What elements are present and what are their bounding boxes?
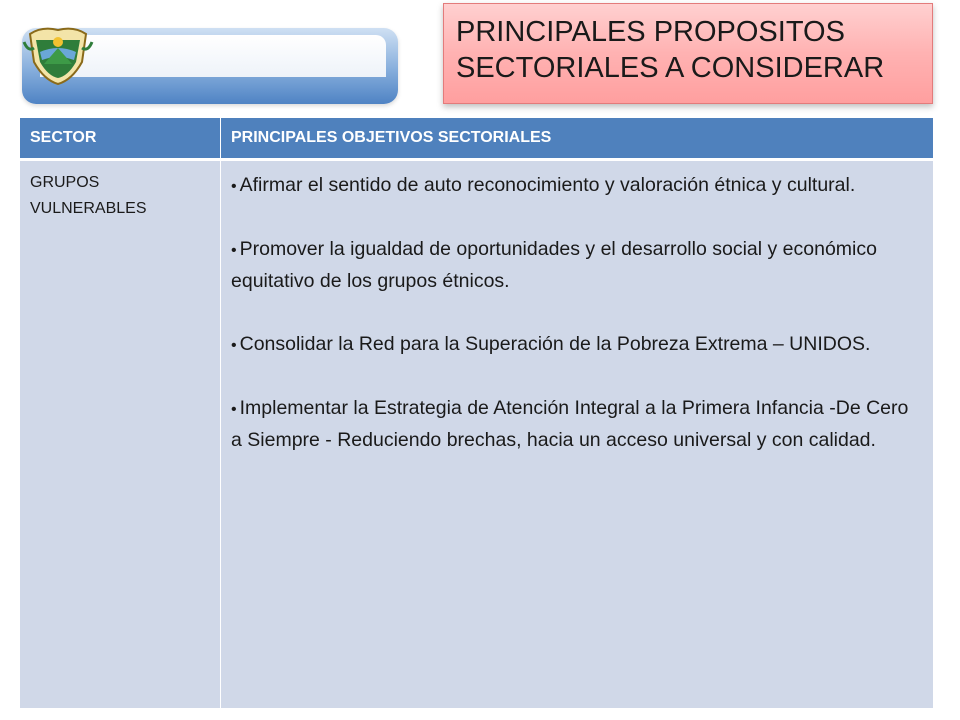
objective-item: [231, 170, 921, 202]
header-objectives: PRINCIPALES OBJETIVOS SECTORIALES: [221, 118, 933, 161]
objective-item: [231, 234, 921, 297]
objectives-cell: [221, 161, 933, 708]
objective-item: [231, 393, 921, 456]
bullet-icon: •: [231, 337, 237, 354]
objective-text: Implementar la Estrategia de Atención Integral a la Primera Infancia -De Cero a Siempre - Reduciendo brechas, hacia un acceso universal y con calidad.: [231, 397, 909, 451]
objective-text: Promover la igualdad de oportunidades y el desarrollo social y económico equitativo de los grupos étnicos.: [231, 238, 877, 292]
bullet-icon: •: [231, 242, 237, 259]
table-header-row: [20, 118, 933, 161]
objectives-list: [231, 170, 921, 456]
slide-title-line-1: PRINCIPALES PROPOSITOS: [456, 16, 845, 48]
objective-item: [231, 329, 921, 361]
objective-text: Afirmar el sentido de auto reconocimiento y valoración étnica y cultural.: [239, 174, 856, 196]
objective-text: Consolidar la Red para la Superación de la Pobreza Extrema – UNIDOS.: [239, 333, 871, 355]
coat-of-arms-logo: [22, 22, 94, 86]
slide-title-line-2: SECTORIALES A CONSIDERAR: [456, 52, 885, 84]
sector-objectives-table: [20, 118, 933, 708]
bullet-icon: •: [231, 401, 237, 418]
table-row: [20, 161, 933, 708]
sector-cell: GRUPOS VULNERABLES: [20, 161, 221, 708]
header-sector: SECTOR: [20, 118, 221, 161]
title-box: [443, 3, 933, 104]
bullet-icon: •: [231, 178, 237, 195]
